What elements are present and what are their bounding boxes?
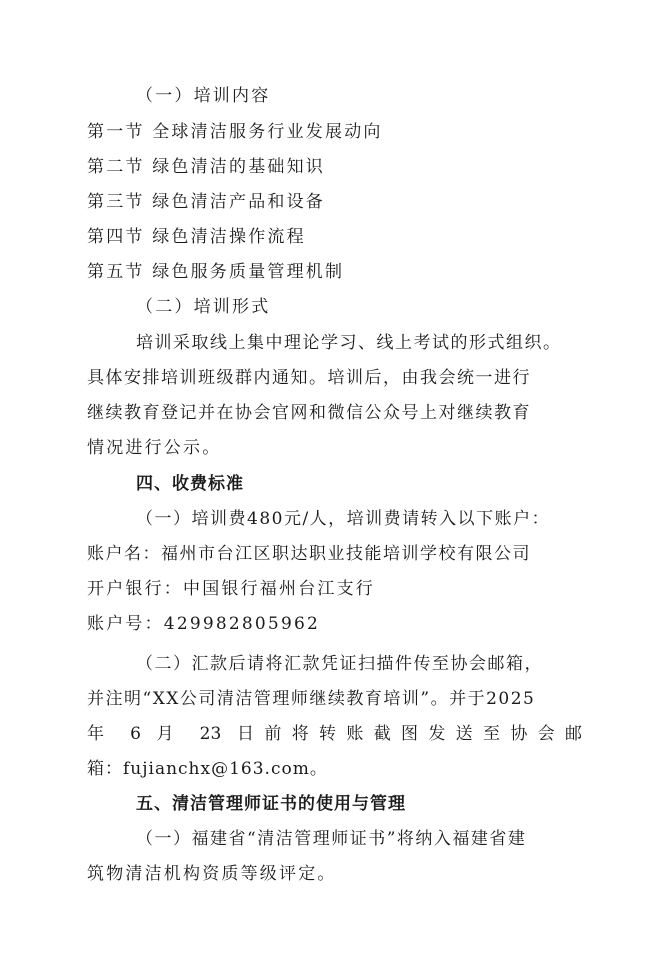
fees-item-2-line-4: 箱：fujianchx@163.com。 bbox=[87, 759, 328, 779]
fees-heading: 四、收费标准 bbox=[136, 474, 244, 494]
certificate-item-1-line-2: 筑物清洁机构资质等级评定。 bbox=[87, 864, 337, 884]
section-1: 第一节 全球清洁服务行业发展动向 bbox=[87, 122, 383, 142]
form-line-4: 情况进行公示。 bbox=[87, 438, 222, 458]
training-content-heading: （一）培训内容 bbox=[136, 86, 271, 106]
fees-item-1: （一）培训费480元/人，培训费请转入以下账户： bbox=[136, 509, 551, 529]
certificate-item-1-line-1: （一）福建省“清洁管理师证书”将纳入福建省建 bbox=[136, 829, 527, 849]
fees-account-number: 账户号：429982805962 bbox=[87, 614, 320, 634]
section-4: 第四节 绿色清洁操作流程 bbox=[87, 227, 306, 247]
form-line-2: 具体安排培训班级群内通知。培训后，由我会统一进行 bbox=[87, 368, 531, 388]
fees-item-2-line-1: （二）汇款后请将汇款凭证扫描件传至协会邮箱， bbox=[136, 654, 543, 674]
fees-bank: 开户银行：中国银行福州台江支行 bbox=[87, 579, 375, 599]
form-line-1: 培训采取线上集中理论学习、线上考试的形式组织。 bbox=[136, 333, 562, 353]
form-line-3: 继续教育登记并在协会官网和微信公众号上对继续教育 bbox=[87, 403, 531, 423]
section-3: 第三节 绿色清洁产品和设备 bbox=[87, 192, 326, 212]
section-5: 第五节 绿色服务质量管理机制 bbox=[87, 262, 345, 282]
section-2: 第二节 绿色清洁的基础知识 bbox=[87, 157, 326, 177]
fees-item-2-line-3: 年 6 月 23 日前将转账截图发送至协会邮 bbox=[87, 724, 582, 744]
certificate-heading: 五、清洁管理师证书的使用与管理 bbox=[136, 794, 406, 814]
training-form-heading: （二）培训形式 bbox=[136, 297, 271, 317]
fees-account-name: 账户名：福州市台江区职达职业技能培训学校有限公司 bbox=[87, 544, 531, 564]
fees-item-2-line-2: 并注明“XX公司清洁管理师继续教育培训”。并于2025 bbox=[87, 689, 536, 709]
